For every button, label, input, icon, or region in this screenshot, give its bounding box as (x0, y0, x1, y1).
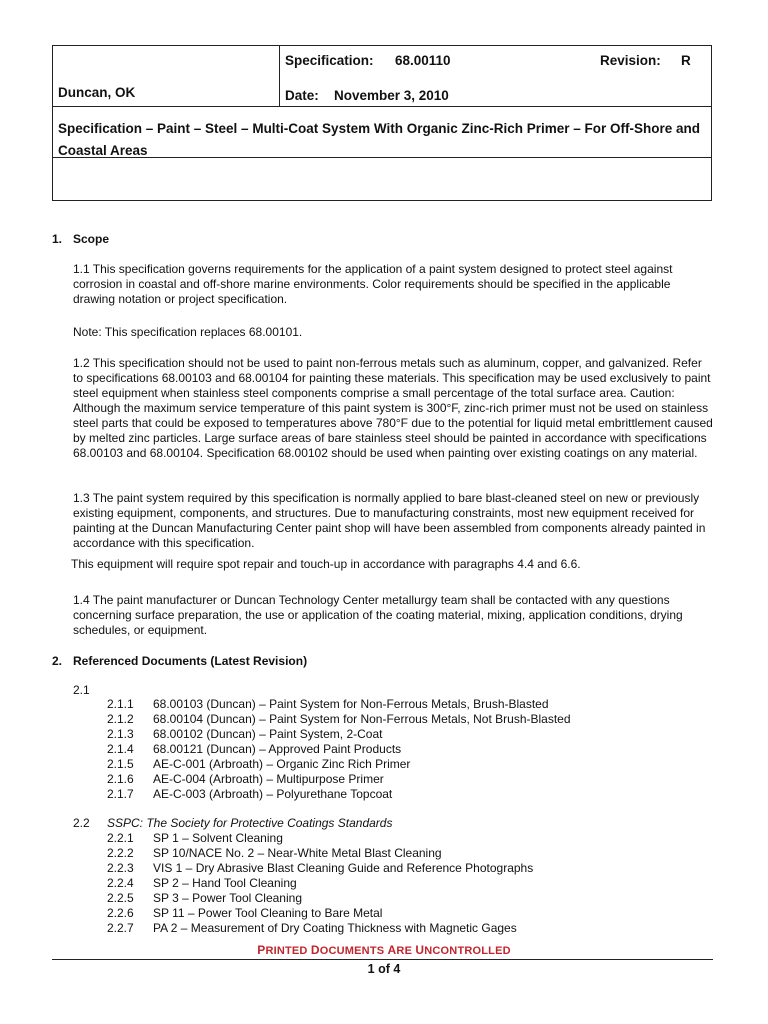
date-value: November 3, 2010 (334, 88, 449, 103)
header-divider-1 (53, 106, 711, 107)
paragraph-1-1: 1.1 This specification governs requirements for the application of a paint system designed to protect steel against corrosion in coastal and off-shore marine environments. Color requirements should be specified in the applicable drawing notation or project specification. (73, 262, 673, 306)
list-item: 2.1.4 68.00121 (Duncan) – Approved Paint Products (107, 742, 402, 756)
document-header-table (52, 45, 712, 201)
list-item: 2.1.5 AE-C-001 (Arbroath) – Organic Zinc Rich Primer (107, 757, 411, 771)
spec-label: Specification: (285, 53, 374, 68)
list-item: 2.2.2 SP 10/NACE No. 2 – Near-White Metal Blast Cleaning (107, 846, 442, 860)
list-item: 2.2.1 SP 1 – Solvent Cleaning (107, 831, 283, 845)
referenced-sspc-list (107, 831, 533, 936)
referenced-duncan-list (107, 697, 571, 802)
list-item: 2.1.1 68.00103 (Duncan) – Paint System for Non-Ferrous Metals, Brush-Blasted (107, 697, 549, 711)
list-item: 2.2.7 PA 2 – Measurement of Dry Coating Thickness with Magnetic Gages (107, 921, 517, 935)
header-divider-vertical (279, 46, 280, 106)
list-item: 2.1.7 AE-C-003 (Arbroath) – Polyurethane Topcoat (107, 787, 393, 801)
header-location: Duncan, OK (58, 85, 136, 100)
section-2-heading: Referenced Documents (Latest Revision) (73, 654, 308, 668)
revision-label: Revision: (600, 53, 661, 68)
paragraph-1-4: 1.4 The paint manufacturer or Duncan Technology Center metallurgy team shall be contacted with any questions concerning surface preparation, the use or application of the coating material, mixing, application conditions, drying schedules, or equipment. (73, 593, 683, 637)
specification-title: Specification – Paint – Steel – Multi-Coat System With Organic Zinc-Rich Primer – For Off-Shore and Coastal Areas (58, 121, 700, 158)
paragraph-1-2: 1.2 This specification should not be used to paint non-ferrous metals such as aluminum, copper, and galvanized. Refer to specifications 68.00103 and 68.00104 for painting these materials. This specification may be used exclusively to paint steel equipment when stainless steel components comprise a small percentage of the total surface area. Caution: Although the maximum service temperature of this paint system is 300°F, zinc-rich primer must not be used on stainless steel parts that could be exposed to temperatures above 780°F due to the potential for liquid metal embrittlement caused by melted zinc particles. Large surface areas of bare stainless steel should be painted in accordance with specifications 68.00103 and 68.00104. Specification 68.00102 should be used when painting over existing coatings on any material. (73, 356, 713, 460)
section-1-heading: Scope (73, 232, 110, 246)
list-item: 2.2.4 SP 2 – Hand Tool Cleaning (107, 876, 297, 890)
section-2-number: 2. (52, 654, 63, 668)
uncontrolled-notice: PRINTED DOCUMENTS ARE UNCONTROLLED (257, 943, 511, 957)
footer-divider (52, 959, 713, 960)
date-label: Date: (285, 88, 319, 103)
list-item: 2.2.5 SP 3 – Power Tool Cleaning (107, 891, 302, 905)
list-item: 2.2.6 SP 11 – Power Tool Cleaning to Bare Metal (107, 906, 383, 920)
subsection-2-1-number: 2.1 (73, 683, 90, 697)
paragraph-1-3: 1.3 The paint system required by this specification is normally applied to bare blast-cleaned steel on new or previously existing equipment, components, and structures. Due to manufacturing constraints, most new equipment received for painting at the Duncan Manufacturing Center paint shop will have been assembled from components already painted in accordance with this specification. (73, 491, 706, 550)
revision-value: R (681, 53, 691, 68)
list-item: 2.1.6 AE-C-004 (Arbroath) – Multipurpose Primer (107, 772, 384, 786)
spec-number: 68.00110 (395, 53, 451, 68)
note-paragraph: Note: This specification replaces 68.00101. (73, 325, 303, 339)
list-item: 2.1.3 68.00102 (Duncan) – Paint System, 2-Coat (107, 727, 383, 741)
paragraph-1-3-continuation: This equipment will require spot repair and touch-up in accordance with paragraphs 4.4 and 6.6. (71, 557, 581, 571)
subsection-2-2-number: 2.2 (73, 816, 90, 830)
page-number: 1 of 4 (367, 962, 401, 976)
list-item: 2.2.3 VIS 1 – Dry Abrasive Blast Cleaning Guide and Reference Photographs (107, 861, 534, 875)
list-item: 2.1.2 68.00104 (Duncan) – Paint System for Non-Ferrous Metals, Not Brush-Blasted (107, 712, 571, 726)
subsection-2-2-title: SSPC: The Society for Protective Coatings Standards (107, 816, 393, 830)
section-1-number: 1. (52, 232, 63, 246)
